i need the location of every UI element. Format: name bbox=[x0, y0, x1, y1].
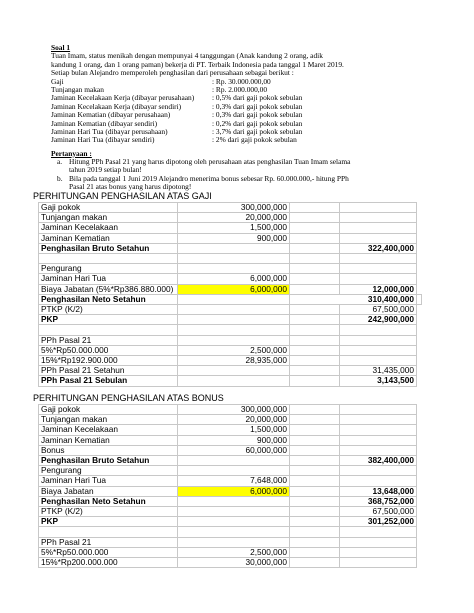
row-value-cell bbox=[340, 335, 417, 345]
row-value-cell bbox=[178, 366, 290, 376]
row-label-cell: Jaminan Hari Tua bbox=[39, 274, 178, 284]
empty-cell bbox=[290, 325, 340, 335]
table2-title: PERHITUNGAN PENGHASILAN ATAS BONUS bbox=[33, 393, 224, 403]
table-row bbox=[39, 345, 422, 355]
table-row bbox=[39, 486, 417, 496]
empty-cell bbox=[290, 425, 340, 435]
table-row bbox=[39, 496, 417, 506]
table-row bbox=[39, 376, 422, 386]
soal-title: Soal 1 bbox=[51, 43, 71, 52]
row-label-cell: Jaminan Kecelakaan bbox=[39, 223, 178, 233]
empty-cell bbox=[290, 345, 340, 355]
empty-cell bbox=[290, 366, 340, 376]
table-row bbox=[39, 213, 422, 223]
row-value-cell: 322,400,000 bbox=[340, 243, 417, 253]
question-b: b. Bila pada tanggal 1 Juni 2019 Alejandro menerima bonus sebesar Rp. 60.000.000,- hitung PPh bbox=[57, 173, 349, 183]
row-value-cell bbox=[178, 335, 290, 345]
empty-cell bbox=[290, 243, 340, 253]
table-row bbox=[39, 456, 417, 466]
table-row bbox=[39, 435, 417, 445]
empty-cell bbox=[290, 466, 340, 476]
row-label-cell: 15%*Rp192.900.000 bbox=[39, 356, 178, 366]
row-label-cell bbox=[39, 254, 178, 264]
row-label-cell: Tunjangan makan bbox=[39, 415, 178, 425]
row-value-cell: 6,000,000 bbox=[178, 274, 290, 284]
question-a: a. Hitung PPh Pasal 21 yang harus dipotong oleh perusahaan atas penghasilan Tuan Imam selama bbox=[57, 157, 351, 167]
table-row bbox=[39, 366, 422, 376]
row-label-cell: Penghasilan Bruto Setahun bbox=[39, 456, 178, 466]
empty-cell bbox=[290, 305, 340, 315]
empty-cell bbox=[290, 405, 340, 415]
table-row bbox=[39, 527, 417, 537]
table-row bbox=[39, 305, 422, 315]
row-value-cell: 20,000,000 bbox=[178, 415, 290, 425]
income-item: Jaminan Kematian (dibayar sendiri) : 0,2% dari gaji pokok sebulan bbox=[51, 118, 303, 128]
row-value-cell bbox=[340, 405, 417, 415]
row-value-cell: 2,500,000 bbox=[178, 345, 290, 355]
row-value-cell bbox=[340, 233, 417, 243]
table-row bbox=[39, 356, 422, 366]
empty-cell bbox=[290, 486, 340, 496]
row-value-cell: 60,000,000 bbox=[178, 445, 290, 455]
row-label-cell: 15%*Rp200.000.000 bbox=[39, 558, 178, 568]
row-value-cell: 20,000,000 bbox=[178, 213, 290, 223]
row-value-cell bbox=[178, 496, 290, 506]
row-value-cell bbox=[340, 466, 417, 476]
row-value-cell bbox=[178, 315, 290, 325]
row-label-cell: Biaya Jabatan (5%*Rp386.880.000) bbox=[39, 284, 178, 294]
soal-paragraph-line: Tuan Imam, status menikah dengan mempunyai 4 tanggungan (Anak kandung 2 orang, adik bbox=[51, 51, 323, 61]
row-label-cell: 5%*Rp50.000.000 bbox=[39, 345, 178, 355]
soal-paragraph-line: kandung 1 orang, dan 1 orang paman) bekerja di PT. Terbaik Indonesia pada tanggal 1 Maret 2019. bbox=[51, 59, 344, 69]
row-label-cell: PPh Pasal 21 bbox=[39, 335, 178, 345]
row-value-cell bbox=[340, 425, 417, 435]
row-value-cell bbox=[178, 305, 290, 315]
table-row bbox=[39, 507, 417, 517]
empty-cell bbox=[290, 284, 340, 294]
row-value-cell bbox=[340, 274, 417, 284]
row-value-cell: 6,000,000 bbox=[178, 284, 290, 294]
row-value-cell: 310,400,000 bbox=[290, 294, 417, 304]
table-row bbox=[39, 415, 417, 425]
row-label-cell: PPh Pasal 21 bbox=[39, 537, 178, 547]
row-label-cell: Pengurang bbox=[39, 466, 178, 476]
row-label-cell: Gaji pokok bbox=[39, 405, 178, 415]
table-row bbox=[39, 284, 422, 294]
table-row bbox=[39, 405, 417, 415]
row-value-cell: 67,500,000 bbox=[340, 305, 417, 315]
row-label-cell: PTKP (K/2) bbox=[39, 507, 178, 517]
row-label-cell: Biaya Jabatan bbox=[39, 486, 178, 496]
row-label-cell: PKP bbox=[39, 517, 178, 527]
table-row bbox=[39, 547, 417, 557]
row-value-cell bbox=[340, 223, 417, 233]
row-value-cell bbox=[340, 537, 417, 547]
row-label-cell: Tunjangan makan bbox=[39, 213, 178, 223]
row-value-cell bbox=[178, 254, 290, 264]
row-value-cell bbox=[417, 294, 422, 304]
row-value-cell bbox=[178, 456, 290, 466]
row-value-cell: 301,252,000 bbox=[340, 517, 417, 527]
empty-cell bbox=[290, 517, 340, 527]
row-label-cell: Penghasilan Neto Setahun bbox=[39, 294, 178, 304]
pertanyaan-heading: Pertanyaan : bbox=[51, 148, 92, 158]
table-row bbox=[39, 466, 417, 476]
empty-cell bbox=[290, 223, 340, 233]
row-value-cell bbox=[178, 507, 290, 517]
soal-block: Soal 1 Tuan Imam, status menikah dengan mempunyai 4 tanggungan (Anak kandung 2 orang, adik kandung 1 orang, dan 1 orang paman) bekerja di PT. Terbaik Indonesia pada tanggal 1 Maret 2019. Setiap bulan Alejandro memperoleh penghasilan dari perusahaan sebagai berikut : Gaji : Rp. 30.000.000,00 Tunjangan makan : Rp. 2.000.000,00 Jaminan Kecelakaan Kerja (dibayar perusahaan) : 0,5% dari gaji pokok sebulan Jaminan Kecelakaan Kerja (dibayar sendiri) : 0,3% dari gaji pokok sebulan Jaminan Kematian (dibayar perusahaan) : 0,3% dari gaji pokok sebulan Jaminan Kematian (dibayar sendiri) : 0,2% dari gaji pokok sebulan Jaminan Hari Tua (dibayar perusahaan) : 3,7% dari gaji pokok sebulan Jaminan Hari Tua (dibayar sendiri) : 2% dari gaji pokok sebulan Pertanyaan : a. Hitung PPh Pasal 21 yang harus dipotong oleh perusahaan atas penghasilan Tuan Imam selama tahun 2019 setiap bulan! b. Bila pada tanggal 1 Juni 2019 Alejandro menerima bonus sebesar Rp. 60.000.000,- hitung PPh Pasal 21 atas bonus yang harus dipotong! bbox=[51, 44, 426, 192]
row-value-cell bbox=[178, 466, 290, 476]
row-label-cell: 5%*Rp50.000.000 bbox=[39, 547, 178, 557]
row-label-cell bbox=[39, 527, 178, 537]
row-value-cell bbox=[340, 547, 417, 557]
table-row bbox=[39, 425, 417, 435]
empty-cell bbox=[290, 203, 340, 213]
table-row bbox=[39, 264, 422, 274]
empty-cell bbox=[290, 476, 340, 486]
row-value-cell bbox=[340, 558, 417, 568]
row-value-cell: 1,500,000 bbox=[178, 425, 290, 435]
row-value-cell bbox=[340, 435, 417, 445]
row-value-cell bbox=[340, 213, 417, 223]
row-label-cell: Penghasilan Bruto Setahun bbox=[39, 243, 178, 253]
empty-cell bbox=[290, 558, 340, 568]
row-value-cell: 300,000,000 bbox=[178, 203, 290, 213]
row-value-cell: 900,000 bbox=[178, 435, 290, 445]
table-row bbox=[39, 243, 422, 253]
table-row bbox=[39, 558, 417, 568]
empty-cell bbox=[290, 213, 340, 223]
table-row bbox=[39, 517, 417, 527]
empty-cell bbox=[290, 415, 340, 425]
empty-cell bbox=[290, 264, 340, 274]
income-item: Gaji : Rp. 30.000.000,00 bbox=[51, 76, 271, 86]
income-item: Tunjangan makan : Rp. 2.000.000,00 bbox=[51, 84, 268, 94]
table-row bbox=[39, 537, 417, 547]
row-value-cell bbox=[340, 325, 417, 335]
row-label-cell bbox=[39, 325, 178, 335]
row-value-cell bbox=[178, 243, 290, 253]
row-value-cell: 31,435,000 bbox=[340, 366, 417, 376]
empty-cell bbox=[290, 547, 340, 557]
row-label-cell: Jaminan Hari Tua bbox=[39, 476, 178, 486]
table-row bbox=[39, 476, 417, 486]
empty-cell bbox=[290, 435, 340, 445]
row-value-cell bbox=[340, 356, 417, 366]
row-value-cell: 368,752,000 bbox=[340, 496, 417, 506]
row-value-cell bbox=[340, 445, 417, 455]
row-value-cell bbox=[340, 345, 417, 355]
empty-cell bbox=[290, 537, 340, 547]
row-value-cell bbox=[178, 325, 290, 335]
row-value-cell bbox=[340, 415, 417, 425]
income-item: Jaminan Hari Tua (dibayar perusahaan) : 3,7% dari gaji pokok sebulan bbox=[51, 126, 303, 136]
row-label-cell: Pengurang bbox=[39, 264, 178, 274]
row-value-cell: 12,000,000 bbox=[340, 284, 417, 294]
empty-cell bbox=[290, 376, 340, 386]
income-item: Jaminan Kematian (dibayar perusahaan) : 0,3% dari gaji pokok sebulan bbox=[51, 110, 303, 120]
income-item: Jaminan Kecelakaan Kerja (dibayar perusahaan) : 0,5% dari gaji pokok sebulan bbox=[51, 93, 303, 103]
row-value-cell bbox=[178, 376, 290, 386]
empty-cell bbox=[290, 496, 340, 506]
income-item: Jaminan Kecelakaan Kerja (dibayar sendiri) : 0,3% dari gaji pokok sebulan bbox=[51, 101, 303, 111]
table1-title: PERHITUNGAN PENGHASILAN ATAS GAJI bbox=[33, 191, 212, 201]
row-value-cell: 28,935,000 bbox=[178, 356, 290, 366]
row-value-cell: 2,500,000 bbox=[178, 547, 290, 557]
row-label-cell: Jaminan Kematian bbox=[39, 233, 178, 243]
table-row bbox=[39, 445, 417, 455]
soal-paragraph-line: Setiap bulan Alejandro memperoleh penghasilan dari perusahaan sebagai berikut : bbox=[51, 68, 294, 78]
row-value-cell bbox=[340, 254, 417, 264]
empty-cell bbox=[290, 254, 340, 264]
empty-cell bbox=[290, 315, 340, 325]
row-value-cell bbox=[340, 203, 417, 213]
table-row bbox=[39, 233, 422, 243]
salary-calculation-table bbox=[38, 202, 422, 387]
table-row bbox=[39, 223, 422, 233]
income-item: Jaminan Hari Tua (dibayar sendiri) : 2% dari gaji pokok sebulan bbox=[51, 135, 297, 145]
row-value-cell: 1,500,000 bbox=[178, 223, 290, 233]
row-label-cell: Penghasilan Neto Setahun bbox=[39, 496, 178, 506]
row-value-cell: 900,000 bbox=[178, 233, 290, 243]
row-value-cell bbox=[178, 294, 290, 304]
table-row bbox=[39, 325, 422, 335]
empty-cell bbox=[290, 445, 340, 455]
table-row bbox=[39, 203, 422, 213]
row-value-cell: 6,000,000 bbox=[178, 486, 290, 496]
row-value-cell bbox=[178, 537, 290, 547]
row-value-cell bbox=[178, 517, 290, 527]
row-value-cell: 7,648,000 bbox=[178, 476, 290, 486]
empty-cell bbox=[290, 356, 340, 366]
row-value-cell bbox=[340, 476, 417, 486]
row-value-cell: 242,900,000 bbox=[340, 315, 417, 325]
table-row bbox=[39, 335, 422, 345]
row-value-cell bbox=[340, 527, 417, 537]
row-value-cell: 3,143,500 bbox=[340, 376, 417, 386]
row-label-cell: PTKP (K/2) bbox=[39, 305, 178, 315]
empty-cell bbox=[290, 274, 340, 284]
empty-cell bbox=[290, 233, 340, 243]
table-row bbox=[39, 294, 422, 304]
row-label-cell: Gaji pokok bbox=[39, 203, 178, 213]
row-label-cell: Jaminan Kecelakaan bbox=[39, 425, 178, 435]
row-value-cell bbox=[178, 527, 290, 537]
row-value-cell: 300,000,000 bbox=[178, 405, 290, 415]
row-label-cell: PPh Pasal 21 Sebulan bbox=[39, 376, 178, 386]
empty-cell bbox=[290, 507, 340, 517]
row-value-cell: 382,400,000 bbox=[340, 456, 417, 466]
row-label-cell: Bonus bbox=[39, 445, 178, 455]
row-label-cell: Jaminan Kematian bbox=[39, 435, 178, 445]
row-value-cell bbox=[178, 264, 290, 274]
table-row bbox=[39, 315, 422, 325]
empty-cell bbox=[290, 527, 340, 537]
empty-cell bbox=[290, 456, 340, 466]
table-row bbox=[39, 254, 422, 264]
bonus-calculation-table bbox=[38, 404, 417, 568]
empty-cell bbox=[290, 335, 340, 345]
row-value-cell: 30,000,000 bbox=[178, 558, 290, 568]
row-label-cell: PKP bbox=[39, 315, 178, 325]
row-value-cell: 67,500,000 bbox=[340, 507, 417, 517]
row-label-cell: PPh Pasal 21 Setahun bbox=[39, 366, 178, 376]
row-value-cell bbox=[340, 264, 417, 274]
row-value-cell: 13,648,000 bbox=[340, 486, 417, 496]
table-row bbox=[39, 274, 422, 284]
